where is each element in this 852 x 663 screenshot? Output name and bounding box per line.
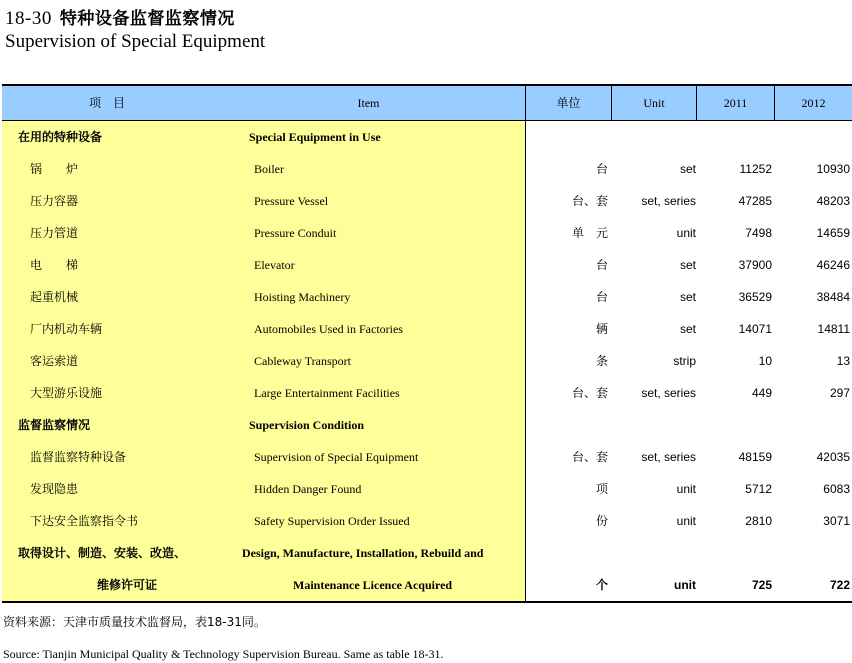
row-label-cn: 起重机械 xyxy=(30,290,79,304)
row-value-2012: 42035 xyxy=(816,450,850,464)
header-2012: 2012 xyxy=(801,96,826,110)
table-body xyxy=(2,121,852,603)
row-label-cn: 监督监察情况 xyxy=(18,418,91,432)
row-value-2011: 10 xyxy=(758,354,772,368)
header-item-cn: 项 目 xyxy=(88,96,125,110)
row-unit-en: set xyxy=(679,290,696,304)
row-unit-en: set xyxy=(679,162,696,176)
table-row xyxy=(2,217,852,249)
source-note-en: Source: Tianjin Municipal Quality & Technology Supervision Bureau. Same as table 18-31. xyxy=(3,647,444,661)
row-label-en: Hidden Danger Found xyxy=(254,482,362,496)
row-unit-cn: 单 元 xyxy=(571,226,608,240)
row-unit-en: set, series xyxy=(641,450,696,464)
row-unit-cn: 条 xyxy=(595,354,608,368)
row-label-en: Hoisting Machinery xyxy=(254,290,351,304)
table-row xyxy=(2,377,852,409)
row-unit-en: unit xyxy=(676,514,696,528)
table-row xyxy=(2,313,852,345)
row-label-en: Safety Supervision Order Issued xyxy=(254,514,410,528)
row-value-2012: 48203 xyxy=(816,194,850,208)
row-label-en: Elevator xyxy=(254,258,295,272)
row-value-2012: 3071 xyxy=(823,514,850,528)
table-row xyxy=(2,185,852,217)
row-label-en: Cableway Transport xyxy=(254,354,351,368)
row-unit-cn: 份 xyxy=(595,514,608,528)
header-unit-cn: 单位 xyxy=(556,96,581,110)
row-label-cn: 压力管道 xyxy=(30,226,79,240)
row-unit-en: unit xyxy=(676,226,696,240)
row-label-cn: 大型游乐设施 xyxy=(30,386,103,400)
table-row xyxy=(2,473,852,505)
row-label-en: Large Entertainment Facilities xyxy=(254,386,400,400)
row-label-cn: 锅 炉 xyxy=(30,162,79,176)
row-unit-cn: 台、套 xyxy=(571,194,608,208)
row-value-2011: 449 xyxy=(751,386,772,400)
table-row xyxy=(2,569,852,601)
row-value-2011: 48159 xyxy=(738,450,772,464)
row-label-cn: 维修许可证 xyxy=(97,578,158,592)
row-value-2012: 46246 xyxy=(816,258,850,272)
table-header xyxy=(2,84,852,121)
table-row xyxy=(2,153,852,185)
row-value-2012: 722 xyxy=(829,578,850,592)
row-value-2011: 14071 xyxy=(738,322,772,336)
row-value-2011: 47285 xyxy=(738,194,772,208)
table-number: 18-30 xyxy=(5,8,52,29)
table-row xyxy=(2,121,852,153)
row-value-2011: 11252 xyxy=(739,162,772,176)
row-label-en: Pressure Conduit xyxy=(254,226,337,240)
row-unit-cn: 项 xyxy=(595,482,608,496)
table-title-cn-text: 特种设备监督监察情况 xyxy=(59,9,235,29)
row-label-en: Automobiles Used in Factories xyxy=(254,322,403,336)
row-label-en: Supervision of Special Equipment xyxy=(254,450,419,464)
header-2011: 2011 xyxy=(723,96,748,110)
source-note-cn: 资料来源：天津市质量技术监督局，表18-31同。 xyxy=(3,615,266,629)
row-unit-cn: 辆 xyxy=(595,322,608,336)
row-unit-en: set, series xyxy=(641,386,696,400)
row-value-2012: 297 xyxy=(829,386,850,400)
row-unit-en: set xyxy=(679,322,696,336)
row-label-en: Maintenance Licence Acquired xyxy=(293,578,453,592)
statistics-table xyxy=(2,84,852,603)
row-label-cn: 在用的特种设备 xyxy=(18,130,103,144)
row-unit-cn: 台、套 xyxy=(571,450,608,464)
row-value-2012: 6083 xyxy=(823,482,850,496)
row-unit-cn: 台 xyxy=(595,162,608,176)
row-unit-cn: 台 xyxy=(595,290,608,304)
table-row xyxy=(2,345,852,377)
header-unit-en: Unit xyxy=(643,96,665,110)
table-title-cn xyxy=(5,4,235,30)
row-value-2011: 36529 xyxy=(738,290,772,304)
row-label-cn: 厂内机动车辆 xyxy=(30,322,103,336)
table-row xyxy=(2,441,852,473)
row-unit-en: unit xyxy=(674,578,696,592)
row-value-2011: 37900 xyxy=(738,258,772,272)
row-value-2012: 38484 xyxy=(816,290,850,304)
row-label-cn: 取得设计、制造、安装、改造、 xyxy=(18,546,187,560)
table-row xyxy=(2,409,852,441)
row-value-2011: 7498 xyxy=(745,226,772,240)
table-row xyxy=(2,281,852,313)
row-label-en: Special Equipment in Use xyxy=(249,130,381,144)
row-label-cn: 压力容器 xyxy=(30,194,79,208)
row-label-en: Pressure Vessel xyxy=(254,194,329,208)
row-value-2012: 14811 xyxy=(817,322,850,336)
row-unit-en: unit xyxy=(676,482,696,496)
table-row xyxy=(2,505,852,537)
table-row xyxy=(2,249,852,281)
row-label-cn: 电 梯 xyxy=(30,258,79,272)
row-unit-en: strip xyxy=(673,354,696,368)
row-label-en: Design, Manufacture, Installation, Rebuild and xyxy=(242,546,484,560)
header-item-en: Item xyxy=(357,96,380,110)
table-title-en: Supervision of Special Equipment xyxy=(5,31,266,52)
row-unit-cn: 台、套 xyxy=(571,386,608,400)
row-unit-en: set, series xyxy=(641,194,696,208)
row-unit-cn: 台 xyxy=(595,258,608,272)
row-value-2011: 725 xyxy=(751,578,772,592)
row-label-cn: 客运索道 xyxy=(30,354,79,368)
row-label-cn: 下达安全监察指令书 xyxy=(30,514,139,528)
row-unit-en: set xyxy=(679,258,696,272)
table-row xyxy=(2,537,852,569)
row-label-cn: 监督监察特种设备 xyxy=(30,450,127,464)
row-value-2011: 2810 xyxy=(745,514,772,528)
row-value-2012: 13 xyxy=(836,354,850,368)
row-label-en: Supervision Condition xyxy=(249,418,365,432)
row-value-2011: 5712 xyxy=(745,482,772,496)
row-value-2012: 10930 xyxy=(816,162,850,176)
row-value-2012: 14659 xyxy=(816,226,850,240)
row-label-en: Boiler xyxy=(254,162,284,176)
row-label-cn: 发现隐患 xyxy=(30,482,79,496)
row-unit-cn: 个 xyxy=(595,578,608,592)
